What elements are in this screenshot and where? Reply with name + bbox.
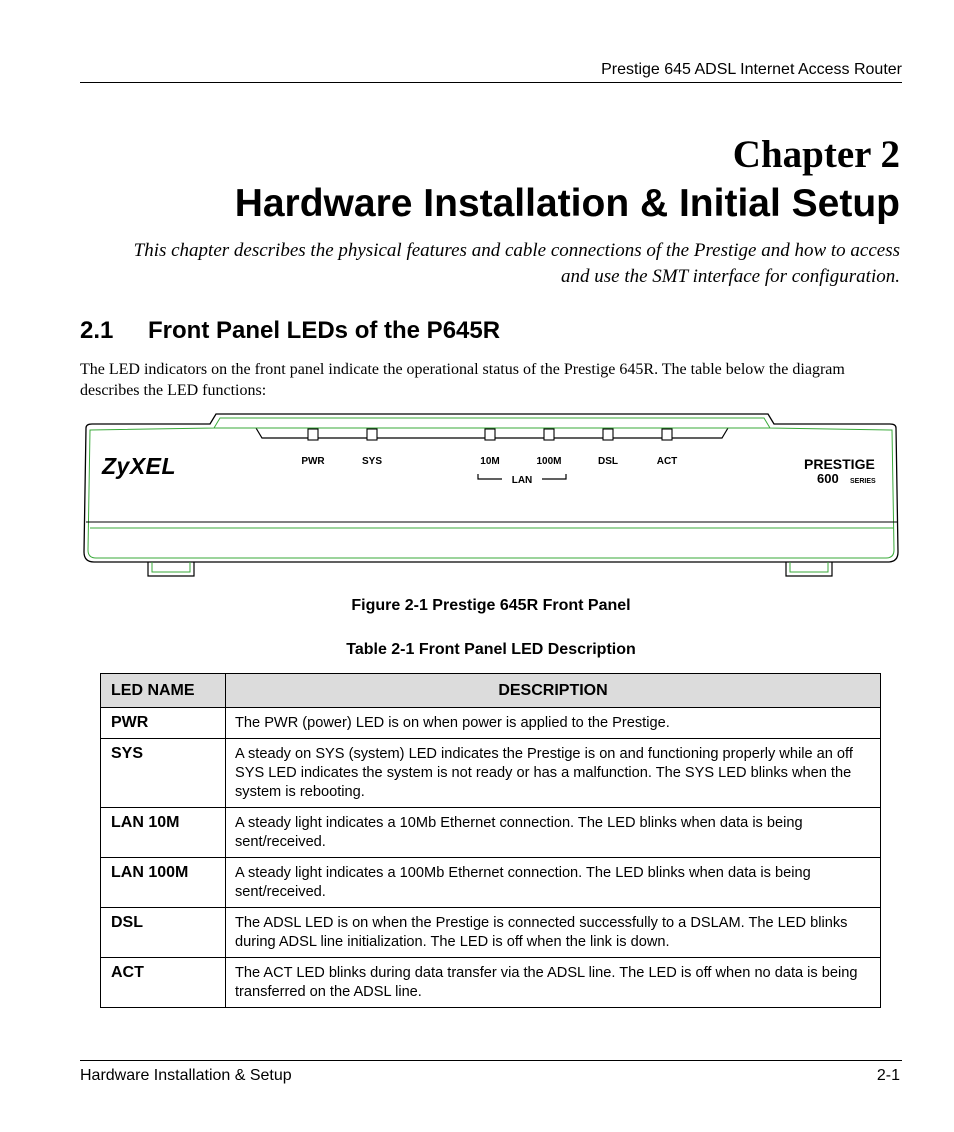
- led-name-cell: PWR: [101, 708, 226, 739]
- led-window-100m: [544, 429, 554, 440]
- led-description-table: [100, 673, 881, 1008]
- running-header: [80, 60, 902, 83]
- chapter-number: Chapter 2: [732, 133, 900, 176]
- led-window-dsl: [603, 429, 613, 440]
- led-window-sys: [367, 429, 377, 440]
- table-row: [101, 958, 881, 1008]
- header-led-name: LED NAME: [101, 674, 226, 708]
- led-label-10m: 10M: [480, 456, 500, 467]
- front-panel-figure: [80, 412, 902, 582]
- led-window-pwr: [308, 429, 318, 440]
- foot-left: [148, 562, 194, 576]
- led-label-pwr: PWR: [301, 456, 325, 467]
- section-number: 2.1: [80, 317, 114, 344]
- section-body: The LED indicators on the front panel indicate the operational status of the Prestige 645R. The table below the diagram describes the LED functions:: [80, 361, 845, 399]
- foot-left-green: [152, 562, 190, 572]
- led-label-sys: SYS: [361, 456, 383, 467]
- led-desc-cell: The ADSL LED is on when the Prestige is connected successfully to a DSLAM. The LED blinks during ADSL line initialization. The LED is off when the link is down.: [226, 908, 881, 958]
- table-row: [101, 708, 881, 739]
- model-line2: 600: [817, 471, 839, 486]
- led-window-10m: [485, 429, 495, 440]
- led-label-act: ACT: [656, 456, 678, 467]
- model-series: SERIES: [850, 478, 876, 485]
- led-name-cell: SYS: [101, 739, 226, 808]
- led-desc-cell: The PWR (power) LED is on when power is applied to the Prestige.: [226, 708, 881, 739]
- table-row: [101, 739, 881, 808]
- table-row: [101, 908, 881, 958]
- lan-group-label: LAN: [511, 475, 533, 486]
- led-name-cell: ACT: [101, 958, 226, 1008]
- led-label-dsl: DSL: [598, 456, 618, 467]
- chapter-title: Hardware Installation & Initial Setup: [234, 182, 900, 225]
- led-name-cell: DSL: [101, 908, 226, 958]
- foot-right-green: [790, 562, 828, 572]
- led-desc-cell: A steady on SYS (system) LED indicates the Prestige is on and functioning properly while an off SYS LED indicates the system is not ready or has a malfunction. The SYS LED blinks when the system is rebooting.: [226, 739, 881, 808]
- page-number: 2-1: [876, 1067, 900, 1084]
- table-row: [101, 808, 881, 858]
- page-footer: [80, 1060, 902, 1087]
- brand-logo-text: ZyXEL: [102, 453, 177, 479]
- led-name-cell: LAN 100M: [101, 858, 226, 908]
- chapter-intro: This chapter describes the physical features and cable connections of the Prestige and how to access and use the SMT interface for configuration.: [133, 240, 900, 287]
- table-header-row: [101, 674, 881, 708]
- led-desc-cell: The ACT LED blinks during data transfer via the ADSL line. The LED is off when no data is being transferred on the ADSL line.: [226, 958, 881, 1008]
- header-description: DESCRIPTION: [226, 674, 881, 708]
- led-label-100m: 100M: [536, 456, 562, 467]
- foot-right: [786, 562, 832, 576]
- table-row: [101, 858, 881, 908]
- table-caption: Table 2-1 Front Panel LED Description: [346, 641, 636, 658]
- footer-section-title: Hardware Installation & Setup: [80, 1067, 292, 1084]
- running-header-title: Prestige 645 ADSL Internet Access Router: [601, 61, 902, 78]
- led-desc-cell: A steady light indicates a 10Mb Ethernet connection. The LED blinks when data is being sent/received.: [226, 808, 881, 858]
- model-line1: PRESTIGE: [804, 456, 875, 472]
- led-window-act: [662, 429, 672, 440]
- section-title: Front Panel LEDs of the P645R: [148, 317, 501, 344]
- led-name-cell: LAN 10M: [101, 808, 226, 858]
- section-heading: [80, 315, 500, 347]
- led-desc-cell: A steady light indicates a 100Mb Ethernet connection. The LED blinks when data is being sent/received.: [226, 858, 881, 908]
- figure-caption: Figure 2-1 Prestige 645R Front Panel: [351, 597, 631, 614]
